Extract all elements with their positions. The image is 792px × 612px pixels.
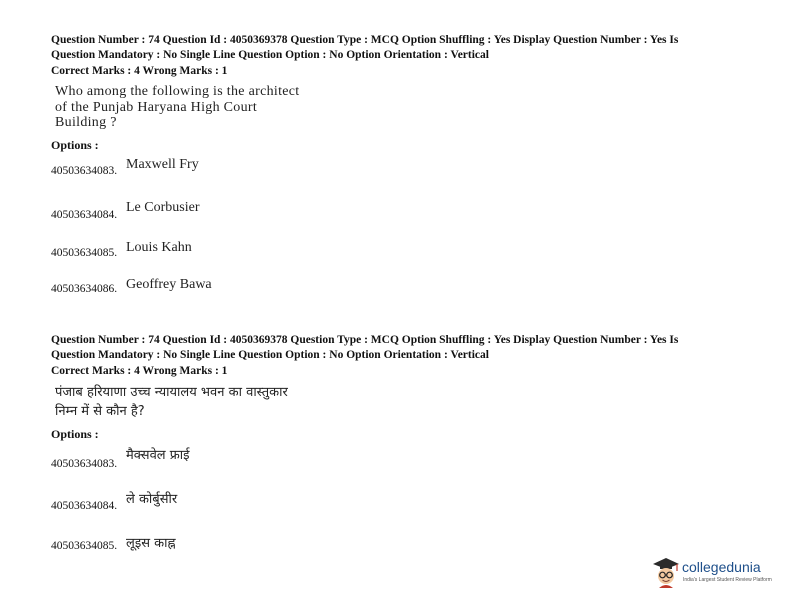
question-meta-line-2: Question Mandatory : No Single Line Question Option : No Option Orientation : Vertical <box>51 49 489 61</box>
collegedunia-logo <box>652 555 770 593</box>
question-text-line: पंजाब हरियाणा उच्च न्यायालय भवन का वास्तुकार <box>55 385 288 400</box>
logo-tagline: India's Largest Student Review Platform <box>683 577 772 583</box>
options-label: Options : <box>51 427 99 441</box>
question-text-line: Building ? <box>55 115 117 130</box>
question-marks: Correct Marks : 4 Wrong Marks : 1 <box>51 65 228 77</box>
logo-wordmark: collegedunia <box>682 559 761 575</box>
option-id: 40503634084. <box>51 209 118 221</box>
option-text: Geoffrey Bawa <box>126 277 212 292</box>
option-text: ले कोर्बुसीर <box>126 492 178 507</box>
question-header-en <box>51 33 741 79</box>
question-meta-line-2: Question Mandatory : No Single Line Question Option : No Option Orientation : Vertical <box>51 349 489 361</box>
option-id: 40503634083. <box>51 165 118 177</box>
question-text-line: of the Punjab Haryana High Court <box>55 99 258 115</box>
option-id: 40503634083. <box>51 458 118 470</box>
question-text-line: निम्न में से कौन है? <box>55 404 145 419</box>
question-meta-line-1: Question Number : 74 Question Id : 4050369378 Question Type : MCQ Option Shuffling : Yes Display Question Number : Yes Is <box>51 334 679 346</box>
question-header-hi <box>51 333 741 379</box>
question-text-hi <box>55 383 288 421</box>
question-marks: Correct Marks : 4 Wrong Marks : 1 <box>51 365 228 377</box>
options-label: Options : <box>51 138 99 152</box>
option-id: 40503634084. <box>51 500 118 512</box>
question-meta-line-1: Question Number : 74 Question Id : 4050369378 Question Type : MCQ Option Shuffling : Yes Display Question Number : Yes Is <box>51 34 679 46</box>
option-text: Maxwell Fry <box>126 157 199 172</box>
option-id: 40503634086. <box>51 283 118 295</box>
option-text: Louis Kahn <box>126 240 192 255</box>
question-text-en <box>55 84 300 131</box>
option-id: 40503634085. <box>51 247 118 259</box>
graduate-mascot-icon <box>652 557 680 589</box>
option-text: लूइस काह्न <box>126 536 176 551</box>
option-text: Le Corbusier <box>126 200 200 215</box>
option-id: 40503634085. <box>51 540 118 552</box>
question-text-line: Who among the following is the architect <box>55 84 300 99</box>
option-text: मैक्सवेल फ्राई <box>126 448 190 463</box>
